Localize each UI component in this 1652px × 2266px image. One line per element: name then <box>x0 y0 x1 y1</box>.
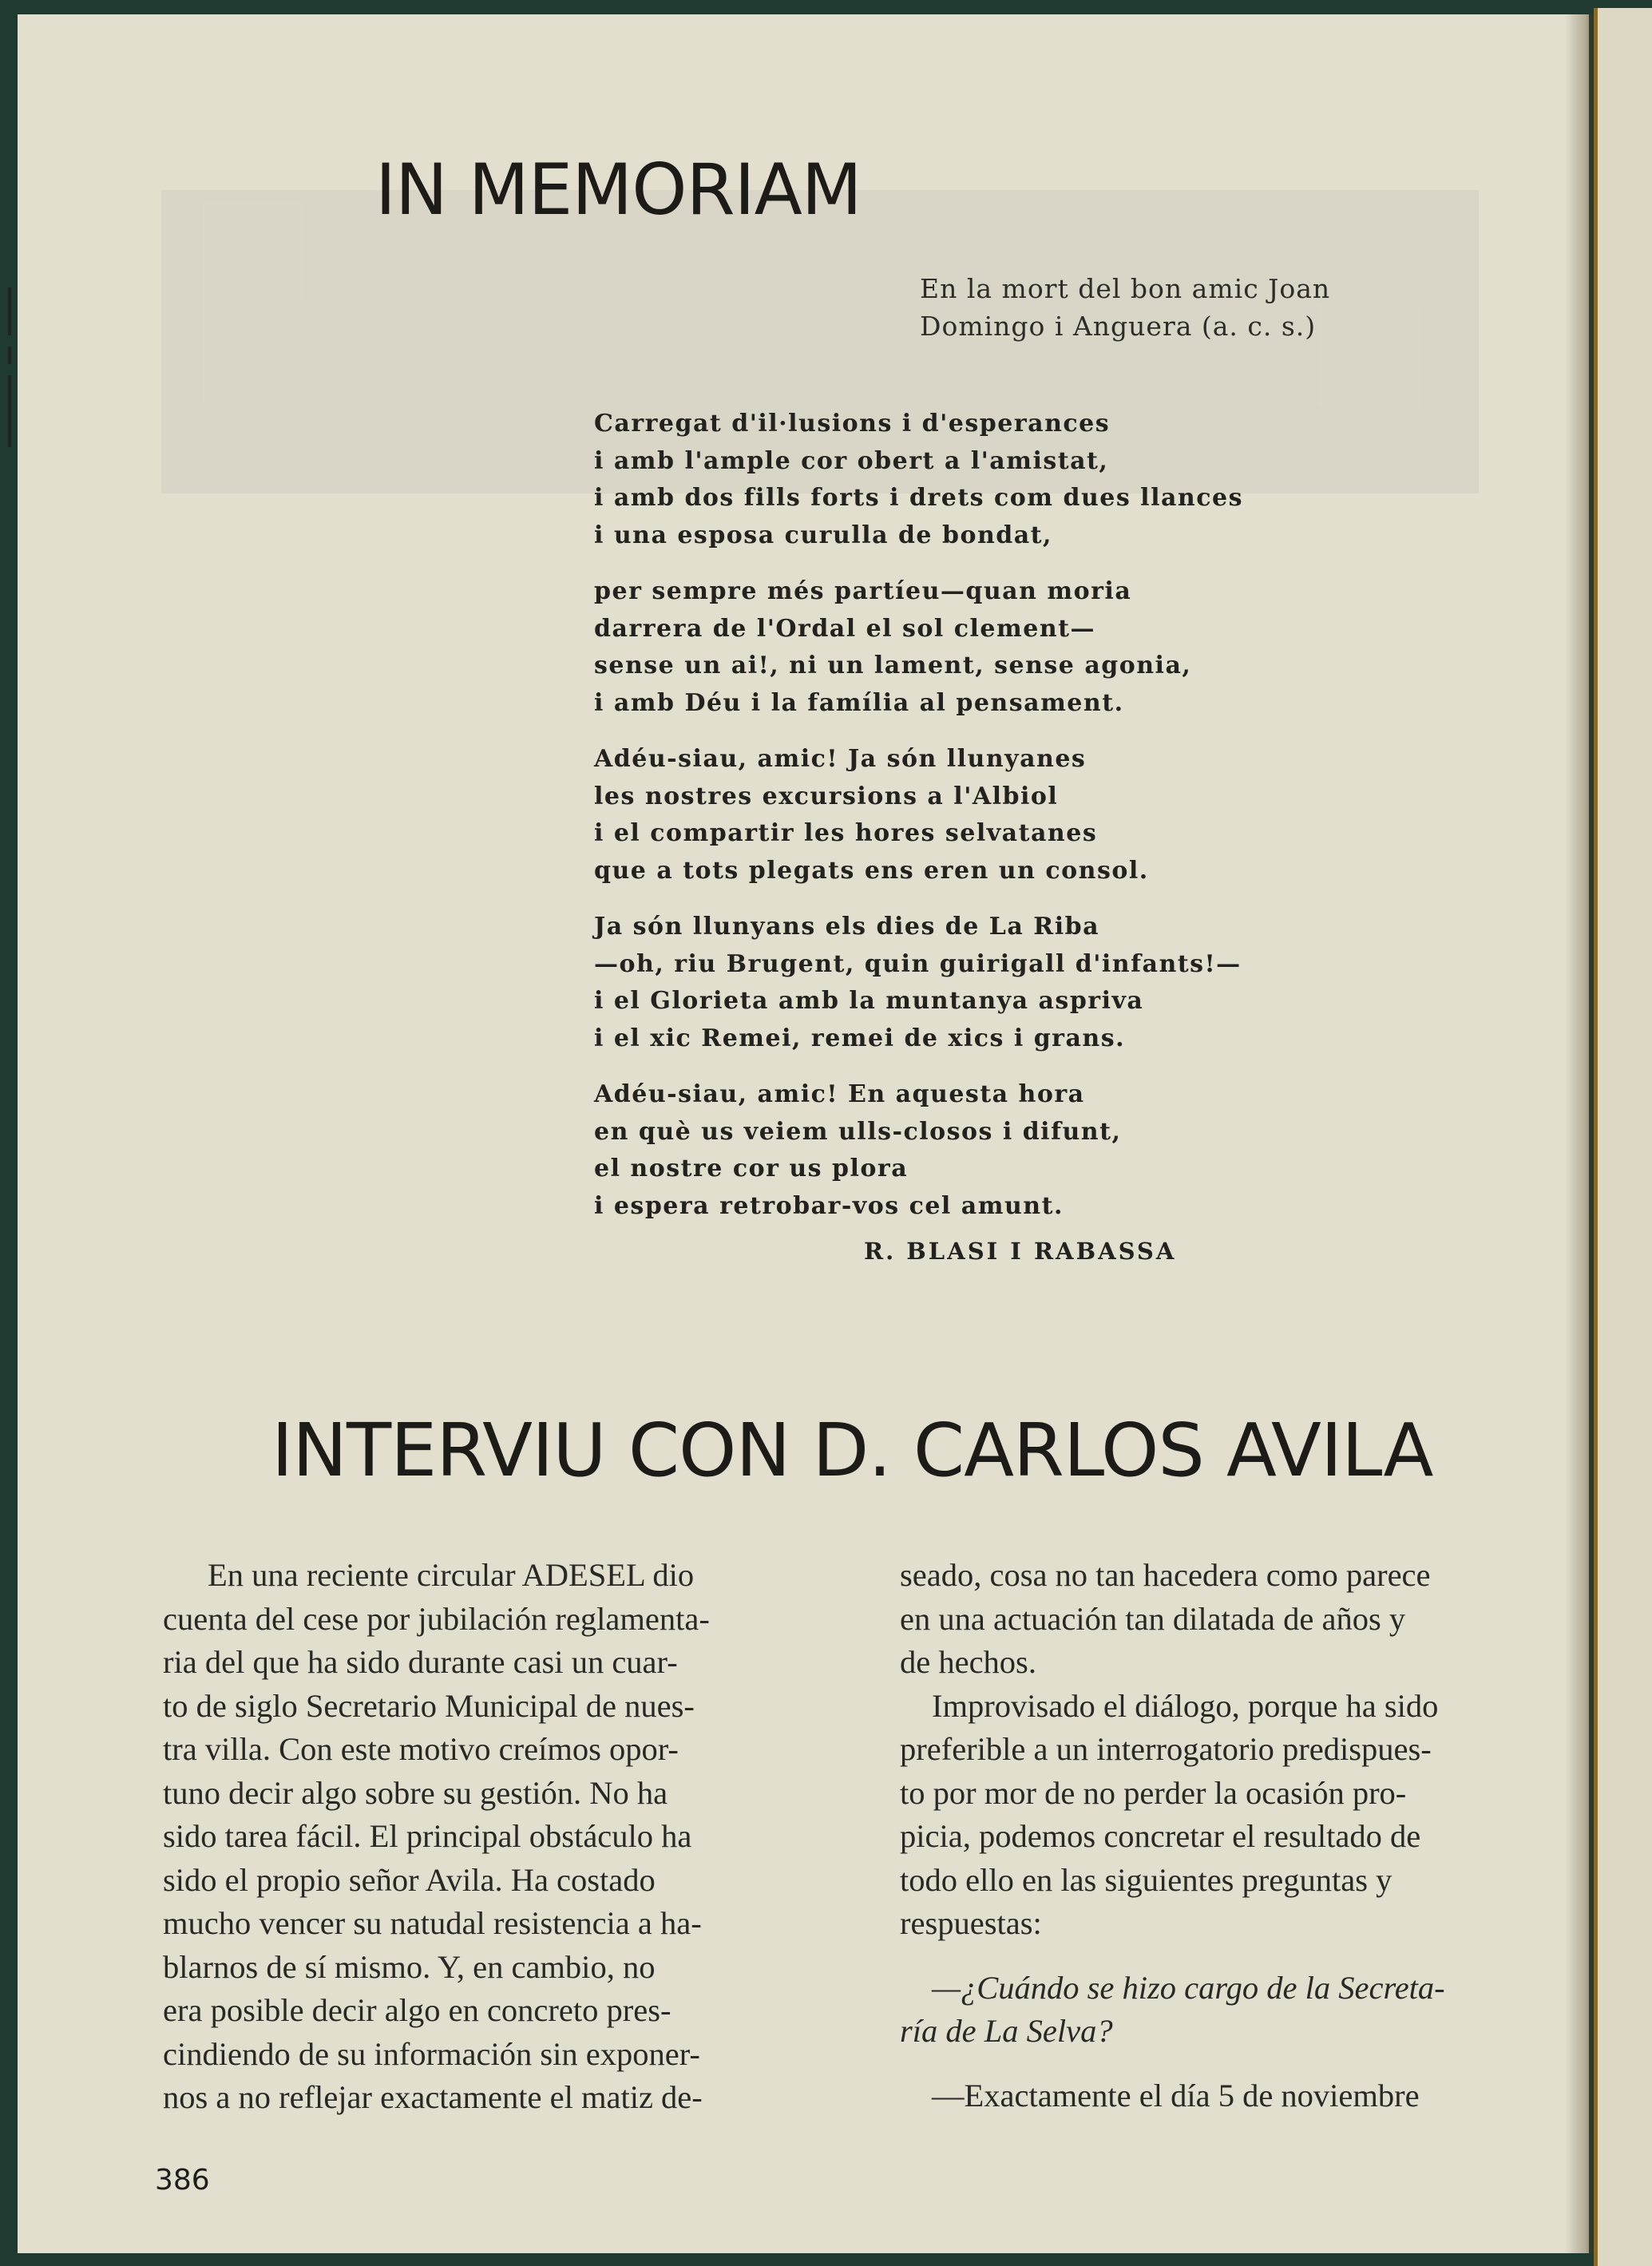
interview-column-left <box>163 1554 834 2120</box>
text-line: respuestas: <box>900 1905 1042 1941</box>
poem-line: per sempre més partíeu—quan moria <box>594 577 1132 605</box>
poem-line: darrera de l'Ordal el sol clement— <box>594 614 1096 643</box>
poem-line: Adéu-siau, amic! En aquesta hora <box>594 1080 1085 1108</box>
poem-line: Adéu-siau, amic! Ja són llunyanes <box>594 745 1087 773</box>
poem-line: i el compartir les hores selvatanes <box>594 819 1098 847</box>
interview-answer: —Exactamente el día 5 de noviembre <box>932 2077 1420 2113</box>
poem-signature: R. BLASI I RABASSA <box>864 1238 1177 1265</box>
poem-line: les nostres excursions a l'Albiol <box>594 782 1059 810</box>
poem-line: Carregat d'il·lusions i d'esperances <box>594 410 1111 438</box>
page-number: 386 <box>155 2164 210 2197</box>
magazine-page <box>18 14 1589 2253</box>
text-line: de hechos. <box>900 1644 1036 1680</box>
text-line: todo ello en las siguientes preguntas y <box>900 1861 1393 1898</box>
poem-line: que a tots plegats ens eren un consol. <box>594 856 1149 885</box>
interview-title: INTERVIU CON D. CARLOS AVILA <box>271 1408 1433 1493</box>
text-line: tuno decir algo sobre su gestión. No ha <box>163 1774 668 1811</box>
poem-line: en què us veiem ulls-closos i difunt, <box>594 1117 1122 1146</box>
text-line: sido el propio señor Avila. Ha costado <box>163 1861 656 1898</box>
dedication-line: Domingo i Anguera (a. c. s.) <box>920 311 1317 342</box>
interview-question: ría de La Selva? <box>900 2013 1113 2049</box>
text-line: seado, cosa no tan hacedera como parece <box>900 1557 1431 1593</box>
poem-line: —oh, riu Brugent, quin guirigall d'infants!— <box>594 949 1242 978</box>
text-line: blarnos de sí mismo. Y, en cambio, no <box>163 1948 656 1985</box>
text-line: mucho vencer su natudal resistencia a ha- <box>163 1905 702 1941</box>
text-line: picia, podemos concretar el resultado de <box>900 1818 1421 1854</box>
poem-line: i amb dos fills forts i drets com dues llances <box>594 484 1243 512</box>
poem-line: el nostre cor us plora <box>594 1155 909 1183</box>
text-line: sido tarea fácil. El principal obstáculo ha <box>163 1818 692 1854</box>
poem-line: i espera retrobar-vos cel amunt. <box>594 1191 1064 1220</box>
text-line: tra villa. Con este motivo creímos opor- <box>163 1731 679 1767</box>
poem-line: sense un ai!, ni un lament, sense agonia, <box>594 652 1192 679</box>
text-line: to por mor de no perder la ocasión pro- <box>900 1774 1407 1811</box>
spine-shadow <box>1565 14 1594 2253</box>
text-line: En una reciente circular ADESEL dio <box>208 1557 695 1593</box>
poem-line: i el xic Remei, remei de xics i grans. <box>594 1024 1126 1052</box>
adjacent-page-edge <box>1594 8 1652 2266</box>
text-line: en una actuación tan dilatada de años y <box>900 1600 1406 1637</box>
poem <box>594 406 1243 1244</box>
text-line: cindiendo de su información sin exponer- <box>163 2035 700 2072</box>
text-line: cuenta del cese por jubilación reglamenta- <box>163 1600 710 1637</box>
text-line: Improvisado el diálogo, porque ha sido <box>932 1687 1439 1724</box>
text-line: era posible decir algo en concreto pres- <box>163 1992 671 2028</box>
text-line: preferible a un interrogatorio predispues- <box>900 1731 1432 1767</box>
poem-dedication <box>920 270 1330 345</box>
poem-stanza-4 <box>594 909 1243 1057</box>
edge-marks <box>8 287 11 495</box>
text-line: nos a no reflejar exactamente el matiz de- <box>163 2079 703 2115</box>
poem-line: Ja són llunyans els dies de La Riba <box>594 913 1100 941</box>
poem-line: i amb Déu i la família al pensament. <box>594 688 1124 717</box>
dedication-line: En la mort del bon amic Joan <box>920 273 1331 304</box>
poem-stanza-2 <box>594 573 1243 722</box>
poem-line: i una esposa curulla de bondat, <box>594 521 1052 549</box>
text-line: ria del que ha sido durante casi un cuar- <box>163 1644 678 1680</box>
poem-stanza-5 <box>594 1076 1243 1225</box>
interview-question: —¿Cuándo se hizo cargo de la Secreta- <box>932 1969 1445 2006</box>
text-line: to de siglo Secretario Municipal de nues- <box>163 1687 695 1724</box>
poem-stanza-1 <box>594 406 1243 554</box>
poem-line: i el Glorieta amb la muntanya aspriva <box>594 987 1144 1015</box>
poem-line: i amb l'ample cor obert a l'amistat, <box>594 446 1109 475</box>
interview-column-right <box>900 1554 1571 2117</box>
poem-stanza-3 <box>594 741 1243 889</box>
memoriam-title: IN MEMORIAM <box>375 149 862 231</box>
